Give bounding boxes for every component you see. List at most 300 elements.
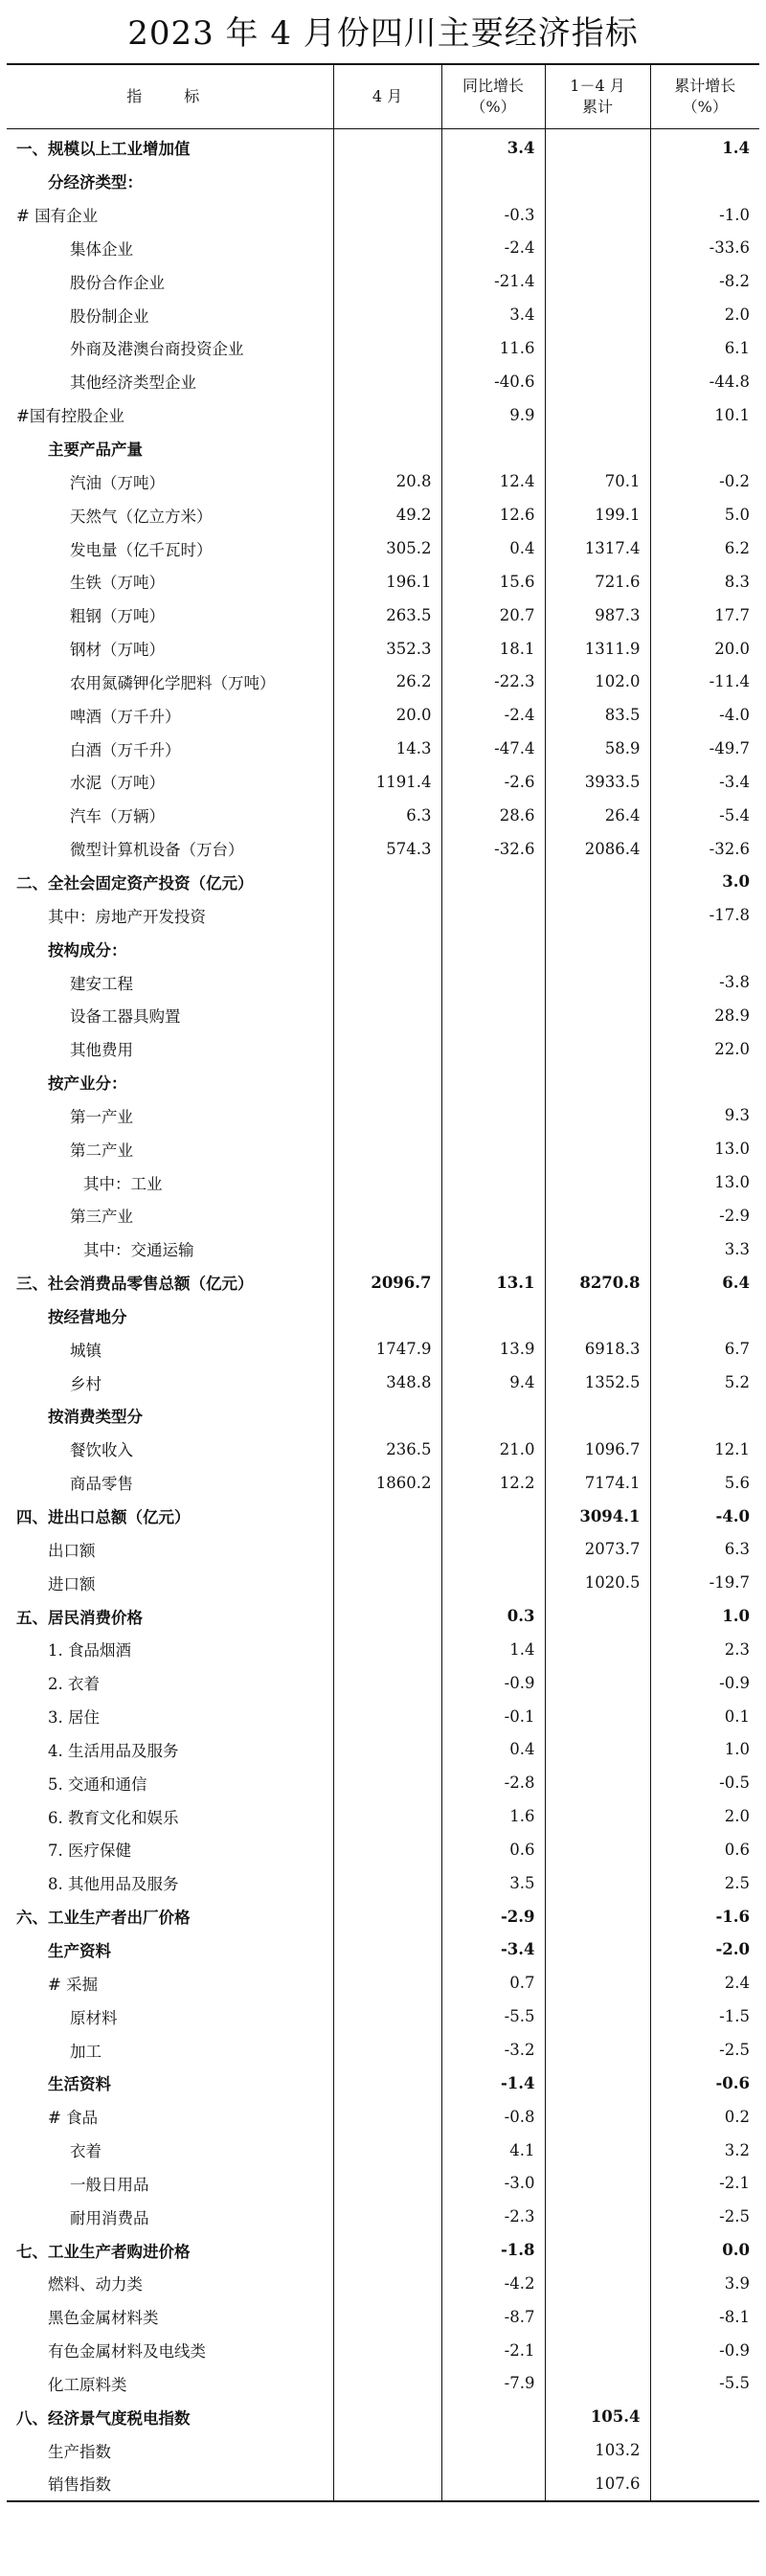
- row-label: 发电量（亿千瓦时）: [70, 540, 213, 559]
- table-row: [7, 129, 759, 165]
- cell-ytd-growth: 6.4: [650, 1266, 759, 1299]
- cell-ytd: [545, 2033, 650, 2067]
- row-label: 微型计算机设备（万台）: [70, 841, 244, 860]
- cell-april: 2096.7: [333, 1266, 441, 1299]
- cell-yoy-growth: -2.1: [441, 2334, 545, 2367]
- cell-april: [333, 932, 441, 965]
- cell-april: [333, 165, 441, 198]
- table-row: [7, 1733, 759, 1767]
- cell-ytd: [545, 1232, 650, 1266]
- row-label: 第二产业: [70, 1141, 133, 1160]
- cell-yoy-growth: 12.6: [441, 498, 545, 531]
- cell-ytd-growth: -2.0: [650, 1933, 759, 1967]
- cell-ytd: [545, 1066, 650, 1099]
- cell-april: 1191.4: [333, 765, 441, 799]
- cell-yoy-growth: [441, 1566, 545, 1599]
- cell-yoy-growth: [441, 1532, 545, 1566]
- cell-april: [333, 2166, 441, 2200]
- row-label: 一般日用品: [70, 2175, 149, 2194]
- cell-yoy-growth: 12.2: [441, 1466, 545, 1500]
- table-row: [7, 1399, 759, 1433]
- table-body: [7, 129, 759, 2501]
- cell-april: 196.1: [333, 565, 441, 599]
- cell-ytd: [545, 2067, 650, 2100]
- row-label: 生产指数: [48, 2442, 111, 2461]
- cell-ytd-growth: 20.0: [650, 632, 759, 666]
- table-row: [7, 999, 759, 1032]
- cell-ytd: 3094.1: [545, 1500, 650, 1533]
- cell-ytd-growth: -8.2: [650, 264, 759, 298]
- cell-ytd: [545, 365, 650, 398]
- table-row: [7, 2100, 759, 2134]
- table-row: [7, 232, 759, 265]
- row-label: 农用氮磷钾化学肥料（万吨）: [70, 673, 276, 692]
- row-label: # 采掘: [48, 1975, 99, 1994]
- table-row: [7, 1165, 759, 1199]
- cell-april: 14.3: [333, 732, 441, 765]
- row-label: 按消费类型分: [48, 1408, 143, 1427]
- cell-ytd: 1020.5: [545, 1566, 650, 1599]
- cell-ytd: [545, 264, 650, 298]
- table-row: [7, 2334, 759, 2367]
- cell-yoy-growth: [441, 965, 545, 999]
- cell-april: [333, 1633, 441, 1666]
- cell-yoy-growth: -2.4: [441, 232, 545, 265]
- row-label: # 食品: [48, 2109, 99, 2128]
- cell-yoy-growth: -0.3: [441, 198, 545, 232]
- cell-ytd-growth: -2.9: [650, 1199, 759, 1232]
- cell-april: [333, 2033, 441, 2067]
- cell-yoy-growth: [441, 866, 545, 899]
- row-label: 城镇: [70, 1341, 101, 1360]
- table-row: [7, 599, 759, 632]
- row-label: 其中：交通运输: [83, 1241, 194, 1260]
- cell-yoy-growth: 13.9: [441, 1332, 545, 1366]
- table-row: [7, 1700, 759, 1733]
- row-label: 其中：房地产开发投资: [48, 907, 206, 926]
- cell-ytd-growth: 3.9: [650, 2267, 759, 2300]
- cell-ytd-growth: 6.3: [650, 1532, 759, 1566]
- cell-april: [333, 1966, 441, 2000]
- cell-yoy-growth: 0.7: [441, 1966, 545, 2000]
- row-label: 汽油（万吨）: [70, 473, 165, 492]
- cell-ytd-growth: -19.7: [650, 1566, 759, 1599]
- cell-ytd-growth: 5.6: [650, 1466, 759, 1500]
- table-row: [7, 1866, 759, 1900]
- row-label: 二、全社会固定资产投资（亿元）: [16, 873, 254, 893]
- cell-ytd-growth: [650, 1399, 759, 1433]
- cell-ytd: [545, 1399, 650, 1433]
- cell-ytd-growth: -5.4: [650, 799, 759, 832]
- row-label: 耐用消费品: [70, 2208, 149, 2227]
- cell-ytd-growth: 12.1: [650, 1433, 759, 1466]
- cell-ytd-growth: 13.0: [650, 1165, 759, 1199]
- cell-ytd-growth: -4.0: [650, 698, 759, 732]
- cell-april: [333, 1700, 441, 1733]
- row-label: 餐饮收入: [70, 1441, 133, 1460]
- cell-yoy-growth: 3.4: [441, 129, 545, 165]
- cell-ytd: [545, 1098, 650, 1132]
- row-label: 按经营地分: [48, 1307, 127, 1326]
- table-row: [7, 2134, 759, 2167]
- cell-april: [333, 1833, 441, 1866]
- cell-ytd: [545, 1165, 650, 1199]
- table-row: [7, 632, 759, 666]
- cell-april: [333, 331, 441, 365]
- cell-ytd-growth: -3.4: [650, 765, 759, 799]
- cell-yoy-growth: [441, 165, 545, 198]
- cell-ytd-growth: 0.0: [650, 2233, 759, 2267]
- table-row: [7, 2033, 759, 2067]
- cell-april: [333, 1299, 441, 1333]
- table-row: [7, 565, 759, 599]
- row-label: 一、规模以上工业增加值: [16, 140, 191, 159]
- cell-ytd-growth: 2.0: [650, 1799, 759, 1833]
- row-label: 五、居民消费价格: [16, 1608, 143, 1627]
- table-row: [7, 365, 759, 398]
- cell-yoy-growth: 3.5: [441, 1866, 545, 1900]
- table-row: [7, 2200, 759, 2233]
- cell-ytd-growth: [650, 2467, 759, 2501]
- cell-april: [333, 1766, 441, 1799]
- cell-ytd: 2073.7: [545, 1532, 650, 1566]
- cell-april: 1747.9: [333, 1332, 441, 1366]
- cell-ytd: 3933.5: [545, 765, 650, 799]
- cell-ytd-growth: -1.5: [650, 2000, 759, 2033]
- cell-ytd-growth: [650, 432, 759, 465]
- cell-april: [333, 365, 441, 398]
- cell-april: 26.2: [333, 666, 441, 699]
- cell-april: [333, 198, 441, 232]
- row-label: 汽车（万辆）: [70, 807, 165, 826]
- cell-april: [333, 1900, 441, 1933]
- cell-ytd-growth: 6.7: [650, 1332, 759, 1366]
- cell-yoy-growth: [441, 2467, 545, 2501]
- cell-ytd-growth: 28.9: [650, 999, 759, 1032]
- table-row: [7, 464, 759, 498]
- row-label: 有色金属材料及电线类: [48, 2342, 206, 2361]
- cell-ytd-growth: [650, 165, 759, 198]
- cell-yoy-growth: [441, 2433, 545, 2467]
- cell-april: [333, 264, 441, 298]
- cell-ytd: [545, 1599, 650, 1633]
- cell-ytd: [545, 1633, 650, 1666]
- cell-april: [333, 2367, 441, 2401]
- row-label: 乡村: [70, 1374, 101, 1393]
- cell-ytd: [545, 965, 650, 999]
- cell-ytd: [545, 2000, 650, 2033]
- row-label: 商品零售: [70, 1475, 133, 1494]
- cell-ytd: 70.1: [545, 464, 650, 498]
- cell-ytd-growth: -0.2: [650, 464, 759, 498]
- table-row: [7, 1766, 759, 1799]
- cell-ytd-growth: 3.3: [650, 1232, 759, 1266]
- cell-ytd: 1352.5: [545, 1366, 650, 1399]
- row-label: 化工原料类: [48, 2375, 127, 2394]
- cell-ytd-growth: -3.8: [650, 965, 759, 999]
- cell-april: 20.0: [333, 698, 441, 732]
- cell-ytd-growth: -32.6: [650, 832, 759, 866]
- table-row: [7, 1900, 759, 1933]
- cell-ytd-growth: 3.0: [650, 866, 759, 899]
- cell-yoy-growth: [441, 2400, 545, 2433]
- cell-yoy-growth: [441, 1232, 545, 1266]
- cell-yoy-growth: 3.4: [441, 298, 545, 331]
- table-row: [7, 1299, 759, 1333]
- cell-ytd-growth: 2.0: [650, 298, 759, 331]
- header-indicator: 指 标: [7, 64, 333, 129]
- cell-ytd: [545, 932, 650, 965]
- cell-yoy-growth: -2.4: [441, 698, 545, 732]
- cell-yoy-growth: -2.8: [441, 1766, 545, 1799]
- cell-april: [333, 2067, 441, 2100]
- row-label: 集体企业: [70, 239, 133, 259]
- row-label: 5. 交通和通信: [48, 1774, 147, 1794]
- cell-ytd: [545, 198, 650, 232]
- cell-yoy-growth: 1.6: [441, 1799, 545, 1833]
- row-label: 7. 医疗保健: [48, 1842, 131, 1861]
- cell-ytd: [545, 2367, 650, 2401]
- cell-april: [333, 432, 441, 465]
- cell-april: [333, 2467, 441, 2501]
- cell-ytd-growth: -0.9: [650, 1666, 759, 1700]
- table-row: [7, 1633, 759, 1666]
- table-row: [7, 866, 759, 899]
- cell-yoy-growth: -5.5: [441, 2000, 545, 2033]
- row-label: 四、进出口总额（亿元）: [16, 1508, 191, 1527]
- table-row: [7, 1666, 759, 1700]
- table-row: [7, 2467, 759, 2501]
- cell-april: [333, 2300, 441, 2334]
- table-row: [7, 1098, 759, 1132]
- cell-ytd-growth: 2.5: [650, 1866, 759, 1900]
- cell-yoy-growth: -0.1: [441, 1700, 545, 1733]
- cell-ytd-growth: [650, 1299, 759, 1333]
- cell-ytd: [545, 2166, 650, 2200]
- cell-ytd: 102.0: [545, 666, 650, 699]
- cell-ytd-growth: -2.5: [650, 2033, 759, 2067]
- cell-yoy-growth: -2.3: [441, 2200, 545, 2233]
- cell-april: [333, 1566, 441, 1599]
- cell-ytd: 83.5: [545, 698, 650, 732]
- row-label: 2. 衣着: [48, 1675, 100, 1694]
- cell-ytd: [545, 2100, 650, 2134]
- cell-ytd-growth: -5.5: [650, 2367, 759, 2401]
- cell-ytd: [545, 129, 650, 165]
- table-row: [7, 2400, 759, 2433]
- table-row: [7, 698, 759, 732]
- cell-ytd: [545, 2233, 650, 2267]
- table-row: [7, 1532, 759, 1566]
- cell-ytd-growth: 13.0: [650, 1132, 759, 1165]
- cell-ytd-growth: -2.5: [650, 2200, 759, 2233]
- row-label: 建安工程: [70, 974, 133, 993]
- row-label: 出口额: [48, 1541, 96, 1560]
- cell-yoy-growth: -32.6: [441, 832, 545, 866]
- cell-ytd: 1096.7: [545, 1433, 650, 1466]
- cell-yoy-growth: 15.6: [441, 565, 545, 599]
- cell-april: [333, 1599, 441, 1633]
- cell-april: [333, 1032, 441, 1066]
- cell-ytd: [545, 232, 650, 265]
- cell-ytd-growth: 5.0: [650, 498, 759, 531]
- table-row: [7, 1966, 759, 2000]
- table-row: [7, 2233, 759, 2267]
- cell-ytd-growth: 2.3: [650, 1633, 759, 1666]
- cell-april: [333, 2433, 441, 2467]
- row-label: 八、经济景气度税电指数: [16, 2408, 191, 2428]
- cell-yoy-growth: -7.9: [441, 2367, 545, 2401]
- cell-yoy-growth: [441, 1132, 545, 1165]
- cell-ytd-growth: -1.0: [650, 198, 759, 232]
- cell-ytd-growth: -49.7: [650, 732, 759, 765]
- table-row: [7, 198, 759, 232]
- cell-ytd-growth: -4.0: [650, 1500, 759, 1533]
- row-label: 进口额: [48, 1574, 96, 1593]
- row-label: #国有控股企业: [16, 407, 124, 426]
- cell-yoy-growth: -2.9: [441, 1900, 545, 1933]
- row-label: 4. 生活用品及服务: [48, 1741, 179, 1760]
- row-label: 生铁（万吨）: [70, 574, 165, 593]
- cell-ytd: 721.6: [545, 565, 650, 599]
- cell-yoy-growth: -4.2: [441, 2267, 545, 2300]
- cell-ytd: [545, 1132, 650, 1165]
- cell-april: [333, 398, 441, 432]
- cell-ytd: [545, 2300, 650, 2334]
- table-row: [7, 1433, 759, 1466]
- row-label: 按产业分：: [48, 1074, 127, 1094]
- cell-april: [333, 2000, 441, 2033]
- cell-yoy-growth: -3.2: [441, 2033, 545, 2067]
- cell-april: [333, 2134, 441, 2167]
- row-label: 天然气（亿立方米）: [70, 507, 213, 526]
- header-yoy-growth: 同比增长 （%）: [441, 64, 545, 129]
- row-label: 其他费用: [70, 1041, 133, 1060]
- cell-ytd: [545, 398, 650, 432]
- row-label: 啤酒（万千升）: [70, 707, 181, 726]
- cell-yoy-growth: [441, 1165, 545, 1199]
- table-row: [7, 1599, 759, 1633]
- cell-ytd: 26.4: [545, 799, 650, 832]
- cell-ytd-growth: 17.7: [650, 599, 759, 632]
- cell-ytd-growth: -11.4: [650, 666, 759, 699]
- cell-ytd: [545, 1666, 650, 1700]
- row-label: 三、社会消费品零售总额（亿元）: [16, 1275, 254, 1294]
- cell-ytd: 1311.9: [545, 632, 650, 666]
- cell-ytd: [545, 432, 650, 465]
- cell-yoy-growth: 9.4: [441, 1366, 545, 1399]
- cell-april: [333, 2100, 441, 2134]
- row-label: 其中：工业: [83, 1174, 163, 1193]
- cell-ytd-growth: -2.1: [650, 2166, 759, 2200]
- cell-yoy-growth: -0.9: [441, 1666, 545, 1700]
- cell-ytd: [545, 1799, 650, 1833]
- row-label: 设备工器具购置: [70, 1007, 181, 1027]
- cell-april: [333, 1098, 441, 1132]
- cell-ytd: 8270.8: [545, 1266, 650, 1299]
- cell-yoy-growth: -22.3: [441, 666, 545, 699]
- row-label: 第一产业: [70, 1107, 133, 1126]
- page-title: 2023 年 4 月份四川主要经济指标: [127, 14, 639, 53]
- table-row: [7, 1232, 759, 1266]
- row-label: 8. 其他用品及服务: [48, 1875, 179, 1894]
- table-row: [7, 1799, 759, 1833]
- cell-april: [333, 898, 441, 932]
- cell-ytd: [545, 331, 650, 365]
- cell-ytd: 199.1: [545, 498, 650, 531]
- cell-yoy-growth: 0.4: [441, 531, 545, 565]
- cell-april: [333, 2400, 441, 2433]
- cell-april: [333, 866, 441, 899]
- cell-ytd: 987.3: [545, 599, 650, 632]
- table-row: [7, 1132, 759, 1165]
- cell-april: [333, 298, 441, 331]
- row-label: 生产资料: [48, 1941, 111, 1960]
- table-row: [7, 898, 759, 932]
- row-label: 股份合作企业: [70, 273, 165, 292]
- row-label: 六、工业生产者出厂价格: [16, 1909, 191, 1928]
- cell-yoy-growth: 4.1: [441, 2134, 545, 2167]
- cell-yoy-growth: [441, 1199, 545, 1232]
- cell-ytd: [545, 1966, 650, 2000]
- cell-yoy-growth: [441, 999, 545, 1032]
- cell-april: [333, 1066, 441, 1099]
- cell-ytd: [545, 1766, 650, 1799]
- table-row: [7, 2166, 759, 2200]
- table-row: [7, 832, 759, 866]
- cell-ytd: [545, 999, 650, 1032]
- row-label: 股份制企业: [70, 306, 149, 326]
- cell-yoy-growth: 0.4: [441, 1733, 545, 1767]
- cell-ytd-growth: [650, 2400, 759, 2433]
- header-row: [7, 64, 759, 129]
- cell-yoy-growth: 28.6: [441, 799, 545, 832]
- table-row: [7, 799, 759, 832]
- cell-ytd-growth: 1.0: [650, 1599, 759, 1633]
- cell-ytd-growth: -8.1: [650, 2300, 759, 2334]
- row-label: 钢材（万吨）: [70, 641, 165, 660]
- row-label: 加工: [70, 2042, 101, 2061]
- header-ytd-growth: 累计增长 （%）: [650, 64, 759, 129]
- cell-april: [333, 1666, 441, 1700]
- row-label: 第三产业: [70, 1208, 133, 1227]
- table-row: [7, 2067, 759, 2100]
- cell-ytd-growth: 0.6: [650, 1833, 759, 1866]
- cell-yoy-growth: [441, 932, 545, 965]
- cell-april: [333, 1132, 441, 1165]
- row-label: 按构成分：: [48, 940, 127, 960]
- cell-ytd: [545, 1299, 650, 1333]
- cell-yoy-growth: [441, 1399, 545, 1433]
- cell-april: 352.3: [333, 632, 441, 666]
- cell-ytd-growth: 22.0: [650, 1032, 759, 1066]
- cell-ytd-growth: 2.4: [650, 1966, 759, 2000]
- cell-yoy-growth: [441, 898, 545, 932]
- table-row: [7, 732, 759, 765]
- table-row: [7, 298, 759, 331]
- cell-ytd: 2086.4: [545, 832, 650, 866]
- cell-ytd: [545, 1199, 650, 1232]
- cell-ytd-growth: 3.2: [650, 2134, 759, 2167]
- row-label: 原材料: [70, 2008, 118, 2027]
- row-label: 1. 食品烟酒: [48, 1641, 131, 1661]
- cell-ytd: [545, 1866, 650, 1900]
- row-label: 销售指数: [48, 2475, 111, 2495]
- cell-yoy-growth: 9.9: [441, 398, 545, 432]
- cell-ytd-growth: -33.6: [650, 232, 759, 265]
- cell-yoy-growth: 0.3: [441, 1599, 545, 1633]
- cell-ytd: [545, 2200, 650, 2233]
